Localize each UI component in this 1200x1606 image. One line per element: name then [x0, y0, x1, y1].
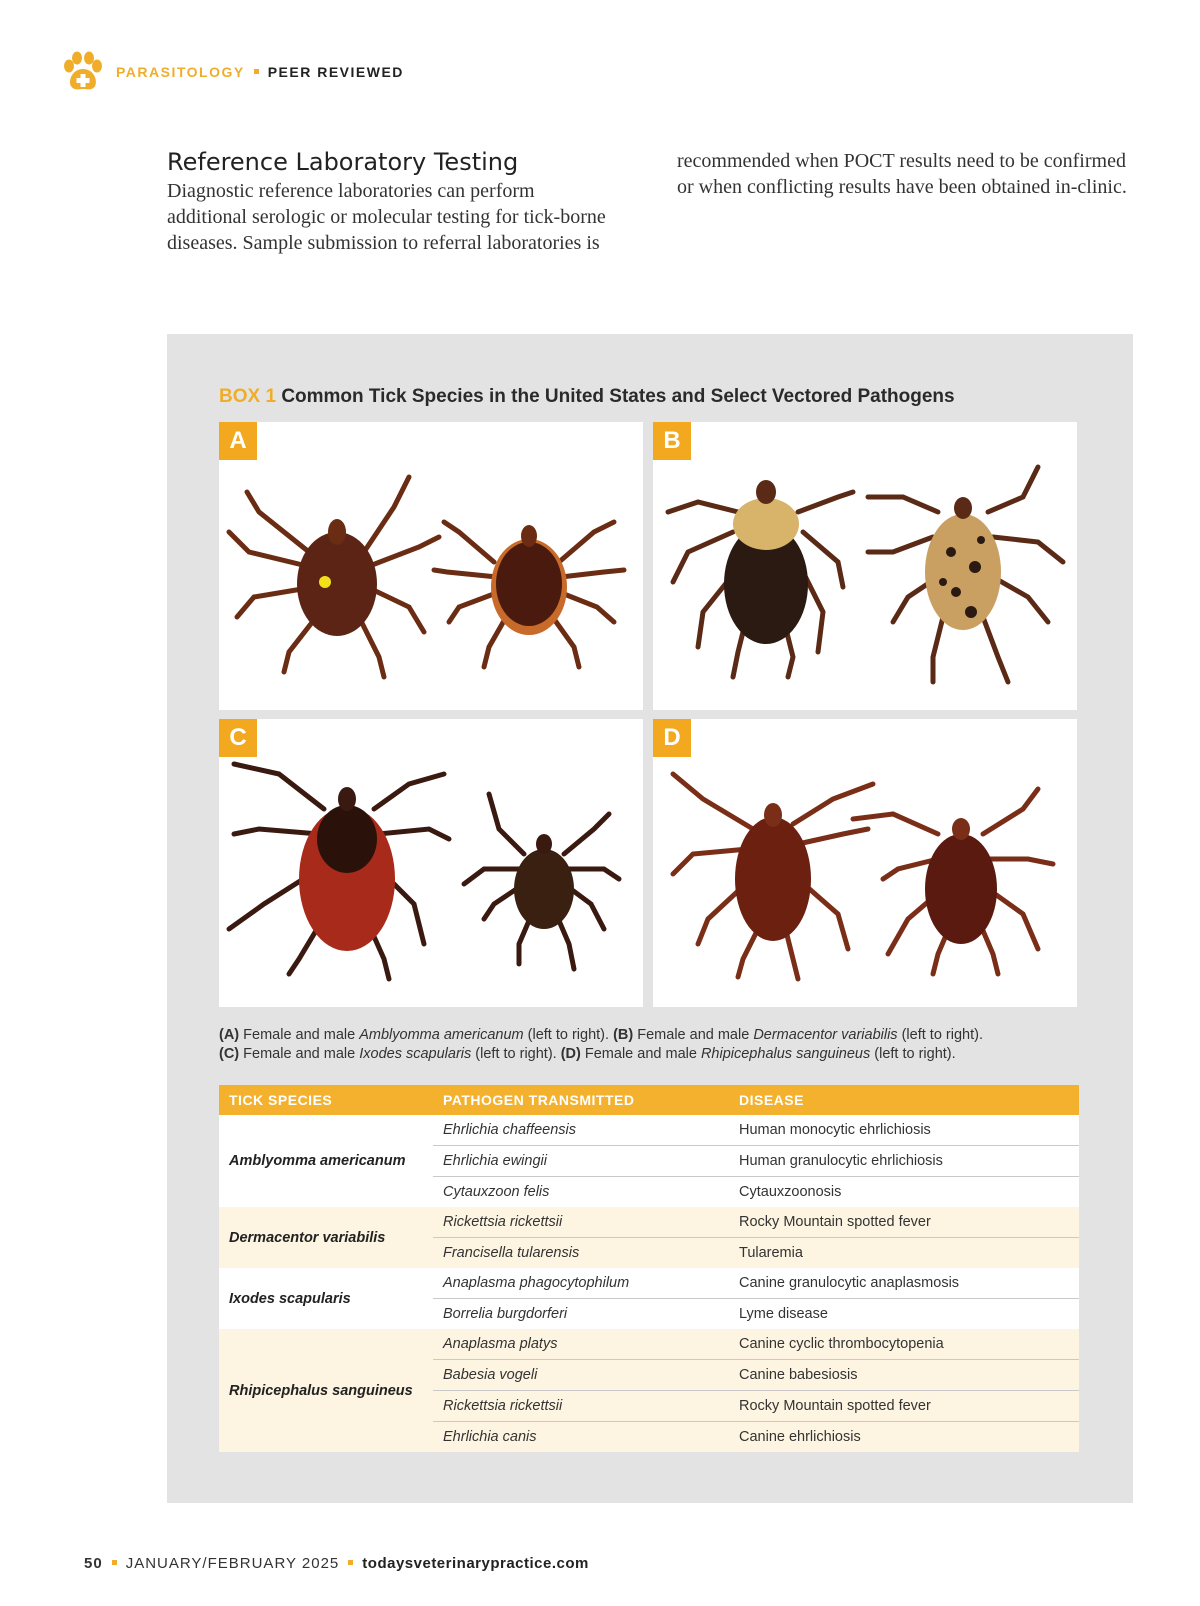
disease-cell: Cytauxzoonosis	[729, 1177, 1079, 1208]
caption-tag-c: (C)	[219, 1046, 240, 1062]
caption-tag-d: (D)	[560, 1046, 581, 1062]
separator-dot	[348, 1560, 353, 1565]
pathogen-cell: Babesia vogeli	[433, 1360, 729, 1391]
photo-panel-b	[653, 422, 1077, 710]
tick-species-cell: Rhipicephalus sanguineus	[219, 1329, 433, 1452]
panel-label-c: C	[219, 719, 257, 757]
pathogen-cell: Borrelia burgdorferi	[433, 1299, 729, 1330]
table-header-row	[219, 1085, 1079, 1115]
section-subhead: Reference Laboratory Testing	[167, 148, 519, 176]
pathogen-cell: Francisella tularensis	[433, 1238, 729, 1269]
disease-cell: Rocky Mountain spotted fever	[729, 1207, 1079, 1238]
paw-cross-logo-icon	[60, 49, 106, 95]
panel-label-a: A	[219, 422, 257, 460]
website-link[interactable]: todaysveterinarypractice.com	[362, 1555, 589, 1572]
disease-cell: Canine cyclic thrombocytopenia	[729, 1329, 1079, 1360]
disease-cell: Canine ehrlichiosis	[729, 1422, 1079, 1453]
body-paragraph-left: Diagnostic reference laboratories can perform additional serologic or molecular testing for tick-borne diseases. Sample submission to referral laboratories is	[167, 180, 606, 254]
photo-panel-d	[653, 719, 1077, 1007]
box-title-text: Common Tick Species in the United States and Select Vectored Pathogens	[281, 386, 955, 407]
tick-illustration-c	[219, 719, 643, 1007]
pathogen-cell: Rickettsia rickettsii	[433, 1207, 729, 1238]
tick-species-cell: Ixodes scapularis	[219, 1268, 433, 1329]
figure-caption	[219, 1026, 1099, 1064]
caption-suffix-b: (left to right).	[901, 1027, 983, 1043]
caption-text-b: Female and male	[637, 1027, 750, 1043]
box-1	[167, 334, 1133, 1503]
table-row	[219, 1115, 1079, 1146]
disease-cell: Tularemia	[729, 1238, 1079, 1269]
section-label: PARASITOLOGY	[116, 64, 245, 80]
caption-suffix-d: (left to right).	[874, 1046, 956, 1062]
page-number: 50	[84, 1555, 103, 1572]
photo-panel-a	[219, 422, 643, 710]
disease-cell: Human monocytic ehrlichiosis	[729, 1115, 1079, 1146]
caption-text-d: Female and male	[584, 1046, 697, 1062]
table-row	[219, 1329, 1079, 1360]
pathogen-cell: Anaplasma phagocytophilum	[433, 1268, 729, 1299]
disease-cell: Canine granulocytic anaplasmosis	[729, 1268, 1079, 1299]
tick-illustration-a	[219, 422, 643, 710]
tick-species-cell: Dermacentor variabilis	[219, 1207, 433, 1268]
issue-date: JANUARY/FEBRUARY 2025	[125, 1555, 340, 1572]
pathogen-cell: Ehrlichia chaffeensis	[433, 1115, 729, 1146]
disease-cell: Human granulocytic ehrlichiosis	[729, 1146, 1079, 1177]
tick-illustration-d	[653, 719, 1077, 1007]
separator-dot	[112, 1560, 117, 1565]
pathogen-cell: Cytauxzoon felis	[433, 1177, 729, 1208]
tick-illustration-b	[653, 422, 1077, 710]
caption-suffix-a: (left to right).	[527, 1027, 610, 1043]
peer-reviewed-label: PEER REVIEWED	[267, 64, 404, 80]
page-footer	[84, 1555, 589, 1572]
pathogen-cell: Anaplasma platys	[433, 1329, 729, 1360]
table-row	[219, 1268, 1079, 1299]
separator-dot	[254, 69, 259, 74]
col-header-disease: DISEASE	[729, 1085, 1079, 1115]
col-header-tick-species: TICK SPECIES	[219, 1085, 433, 1115]
caption-species-c: Ixodes scapularis	[359, 1046, 472, 1062]
caption-suffix-c: (left to right).	[475, 1046, 557, 1062]
box-title	[219, 386, 955, 408]
body-paragraph-right: recommended when POCT results need to be confirmed or when conflicting results have been obtained in-clinic.	[677, 150, 1127, 198]
disease-cell: Canine babesiosis	[729, 1360, 1079, 1391]
caption-species-d: Rhipicephalus sanguineus	[700, 1046, 871, 1062]
box-number: BOX 1	[219, 386, 277, 407]
caption-tag-a: (A)	[219, 1027, 240, 1043]
caption-text-c: Female and male	[243, 1046, 356, 1062]
caption-text-a: Female and male	[243, 1027, 356, 1043]
caption-tag-b: (B)	[613, 1027, 634, 1043]
article-right-column	[677, 148, 1127, 200]
caption-species-a: Amblyomma americanum	[359, 1027, 524, 1043]
pathogen-cell: Ehrlichia ewingii	[433, 1146, 729, 1177]
table-row	[219, 1207, 1079, 1238]
tick-pathogen-table	[219, 1085, 1079, 1452]
pathogen-cell: Rickettsia rickettsii	[433, 1391, 729, 1422]
col-header-pathogen: PATHOGEN TRANSMITTED	[433, 1085, 729, 1115]
tick-species-cell: Amblyomma americanum	[219, 1115, 433, 1207]
panel-label-b: B	[653, 422, 691, 460]
page-header	[60, 50, 404, 94]
disease-cell: Lyme disease	[729, 1299, 1079, 1330]
photo-panel-c	[219, 719, 643, 1007]
disease-cell: Rocky Mountain spotted fever	[729, 1391, 1079, 1422]
article-left-column	[167, 148, 617, 256]
pathogen-cell: Ehrlichia canis	[433, 1422, 729, 1453]
panel-label-d: D	[653, 719, 691, 757]
caption-species-b: Dermacentor variabilis	[753, 1027, 898, 1043]
